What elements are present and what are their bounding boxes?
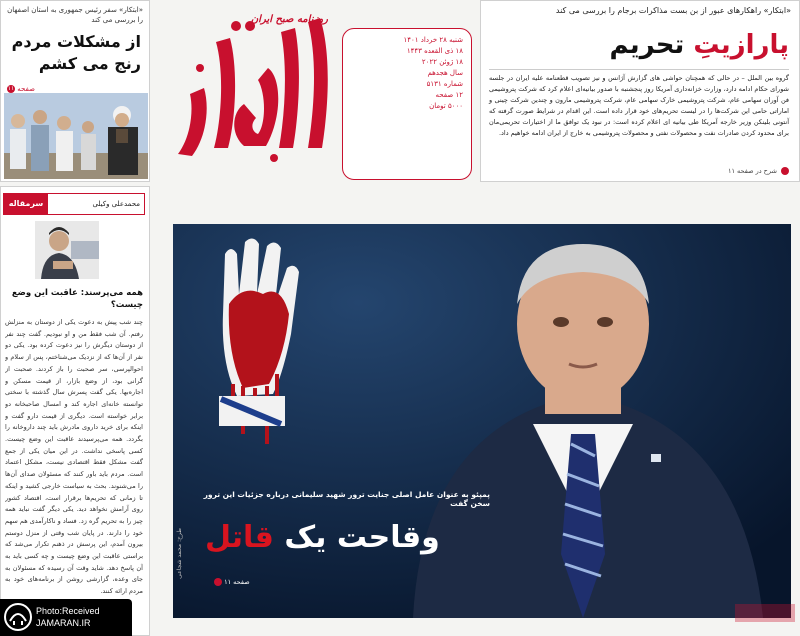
main-headline[interactable]: وقاحت یک قاتل [205,520,440,555]
issue-info-box [342,28,472,180]
ebtekar-logo [170,8,340,168]
mini-story-panel[interactable] [0,0,150,182]
lead-story[interactable] [480,0,800,182]
page-ref-dot [781,167,789,175]
page-ref-dot: ۱۱ [7,85,15,92]
issue-date: شنبه ۲۸ خرداد ۱۴۰۱ [403,36,463,44]
main-photo [173,224,791,618]
author-photo [35,221,99,279]
issue-pages: ۱۲ صفحه [435,91,463,99]
page-ref-dot [214,578,222,586]
design-credit: طرح: محمد شجاعی [176,528,183,579]
credit-line-1: Photo:Received [36,606,100,616]
editorial-column [0,186,150,636]
lead-teaser: «ابتکار» راهکارهای عبور از بن بست مذاکرات برجام را بررسی می کند [555,6,791,15]
issue-year: سال هجدهم [427,69,463,77]
editorial-tagbar [3,193,145,215]
mini-page-ref: صفحه ۱۱ [7,85,35,93]
lead-body: گروه بین الملل – در حالی که همچنان حواشی های گزارش آژانس و نیز تصویب قطعنامه علیه ایران در جلسه شورای حکام ادامه دارد، وزارت خزانه‌داری آمریکا روز پنجشنبه با صدور بیانیه‌ای اعلام کرد که شرکت پتروشیمی فن آوران سهامی عام، شرکت پتروشیمی خارک سهامی عام، شرکت پتروشیمی مارون و چندین شرکت چینی و اماراتی حامی این شرکت‌ها را در لیست تحریم‌های خود قرار داده است. این اقدام در شرایط صورت گرفته که آنتونی بلینکن وزیر خارجه آمریکا طی بیانیه ای اعلام کرده است: در نبود یک توافق ما از اختیارات تحریمی‌مان برای محدود کردن صادرات نفت و محصولات نفتی و محصولات پتروشیمی به خارج از ایران ادامه خواهیم داد. [489,74,789,137]
issue-gregorian-date: ۱۸ ژوئن ۲۰۲۲ [421,58,463,66]
editorial-body: چند شب پیش به دعوت یکی از دوستان به منزلش رفتم. آن شب فقط من و او نبودیم. گفت چند نفر از دوستان دیگرش را نیز دعوت کرده بود. یکی دو نفر از آن‌ها که از نزدیک می‌شناختم، پس از سلام و احوالپرسی، سر صحبت را باز کردند. صحبت از گرانی بود، از وضع بازار، از قیمت مسکن و اجاره‌بها. یکی گفت پسرش سال گذشته با سختی توانسته خانه‌ای اجاره کند و امسال صاحبخانه دو برابر خواسته است. دیگری از قیمت دارو گفت و اینکه برای خرید داروی مادرش باید چند داروخانه را بگردد. همه می‌پرسیدند عاقبت این وضع چیست. کسی پاسخی نداشت. در این میان یکی از جمع گفت مشکل فقط اقتصادی نیست، مشکل اعتماد است. مردم باید باور کنند که مسئولان صدای آن‌ها را می‌شنوند. بحث به سیاست خارجی کشید و اینکه تا زمانی که تحریم‌ها برقرار است، اقتصاد کشور روی آرامش نخواهد دید. یکی دیگر گفت نباید همه چیز را به تحریم گره زد. فساد و ناکارآمدی هم سهم خود را دارند. در پایان شب وقتی از منزل دوستم بیرون آمدم، این پرسش در ذهنم تکرار می‌شد که براستی عاقبت این وضع چیست و چه کسی باید به آن پاسخ دهد. شاید وقت آن رسیده که مسئولان به جای وعده، گزارشی روشن از برنامه‌های خود به مردم ارائه کنند. [5,318,143,596]
lead-divider [489,69,789,70]
issue-price: ۵۰۰۰ تومان [429,102,463,110]
photo-credit-text [36,605,100,629]
issue-hijri-date: ۱۸ ذی القعده ۱۴۴۳ [406,47,463,55]
mini-headline[interactable]: از مشکلات مردم رنج می کشم [11,32,141,73]
main-kicker: پمپئو به عنوان عامل اصلی جنایت ترور شهید سلیمانی درباره جزئیات این ترور سخن گفت [203,490,490,508]
editorial-kicker: سرمقاله [4,194,48,214]
main-page-ref[interactable]: صفحه ۱۱ [212,578,250,586]
faded-stamp [735,604,795,622]
lead-headline[interactable]: پارازیتِ تحریم [609,30,789,60]
issue-number: شماره ۵۱۳۱ [426,80,463,88]
credit-line-2: JAMARAN.IR [36,618,91,628]
masthead-tagline: روزنامه صبح ایران [250,14,328,25]
mini-teaser: «ابتکار» سفر رئیس جمهوری به استان اصفهان را بررسی می کند [7,6,143,24]
photo-credit-badge [0,599,132,636]
masthead [150,0,480,182]
editorial-title[interactable]: همه می‌پرسند: عاقبت این وضع چیست؟ [11,288,143,310]
president-visit-photo [4,93,148,179]
editorial-author: محمدعلی وکیلی [92,200,140,208]
jamaran-logo-icon [4,603,32,631]
lead-page-ref[interactable]: شرح در صفحه ۱۱ [728,167,789,175]
